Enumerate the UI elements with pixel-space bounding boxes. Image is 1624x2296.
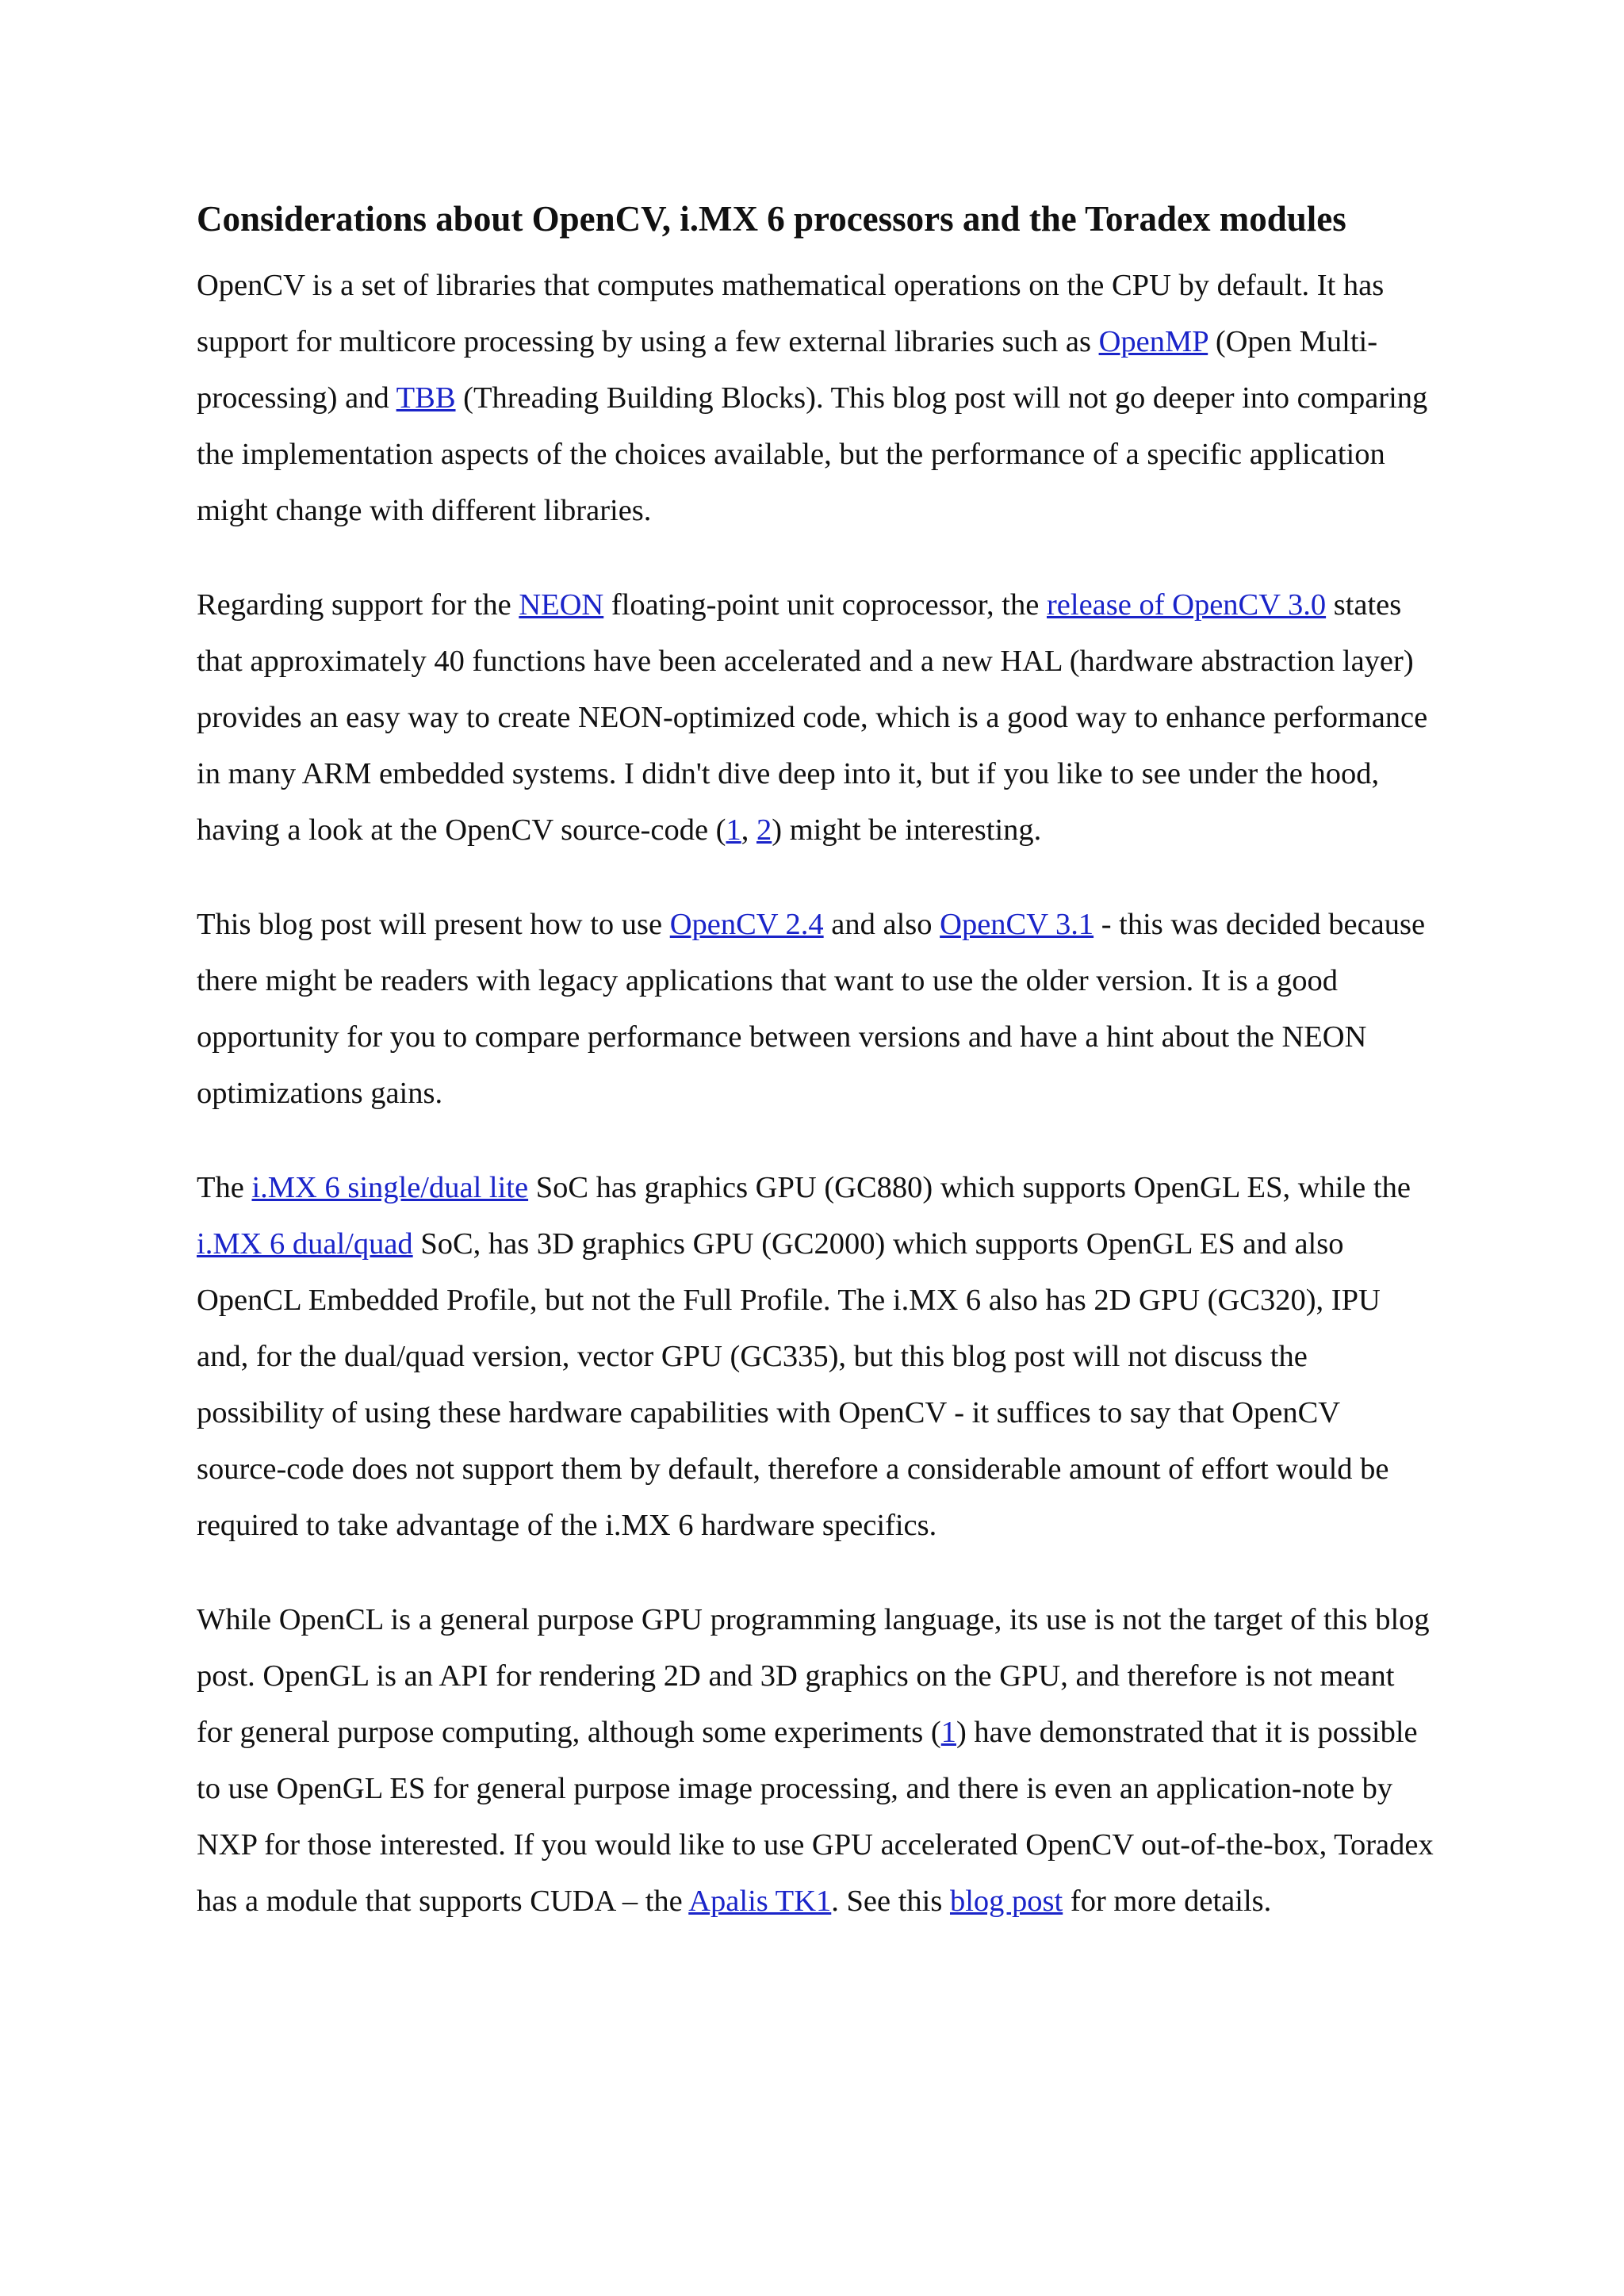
link-opencv-3-1[interactable]: OpenCV 3.1 [940,908,1094,941]
text-span: states that approximately 40 functions have been accelerated and a new HAL (hardware abstraction layer) provides an easy way to create NEON-optimized code, which is a good way to enhance performance in many ARM embedded systems. I didn't dive deep into it, but if you like to see under the hood, having a look at the OpenCV source-code ( [197,588,1428,847]
text-span: (Threading Building Blocks). This blog post will not go deeper into comparing the implementation aspects of the choices available, but the performance of a specific application might change with different libraries. [197,381,1428,527]
link-openmp[interactable]: OpenMP [1098,325,1208,358]
text-span: for more details. [1063,1885,1272,1918]
text-span: Regarding support for the [197,588,519,622]
text-span: floating-point unit coprocessor, the [603,588,1047,622]
text-span: ) might be interesting. [772,813,1042,847]
text-span: The [197,1171,252,1204]
paragraph-opencv-intro [197,258,1434,539]
link-neon[interactable]: NEON [519,588,604,622]
text-span: , [741,813,756,847]
text-span: and also [823,908,940,941]
paragraph-neon [197,577,1434,859]
text-span: While OpenCL is a general purpose GPU programming language, its use is not the target of this blog post. OpenGL is an API for rendering 2D and 3D graphics on the GPU, and therefore is not meant for general purpose computing, although some experiments ( [197,1603,1430,1749]
text-span: SoC has graphics GPU (GC880) which supports OpenGL ES, while the [528,1171,1411,1204]
link-opencv-2-4[interactable]: OpenCV 2.4 [669,908,824,941]
article-title: Considerations about OpenCV, i.MX 6 processors and the Toradex modules [197,199,1346,239]
text-span: (Open Multi-processing) and [197,325,1378,415]
link-blog-post[interactable]: blog post [949,1885,1063,1918]
link-source-2[interactable]: 2 [756,813,772,847]
text-span: This blog post will present how to use [197,908,670,941]
article-content [197,194,1434,1968]
link-apalis-tk1[interactable]: Apalis TK1 [688,1885,832,1918]
text-span: OpenCV is a set of libraries that computes mathematical operations on the CPU by default. It has support for multicore processing by using a few external libraries such as [197,269,1385,358]
paragraph-opencl-opengl [197,1592,1434,1930]
paragraph-imx6-gpu [197,1160,1434,1554]
text-span: SoC, has 3D graphics GPU (GC2000) which supports OpenGL ES and also OpenCL Embedded Profile, but not the Full Profile. The i.MX 6 also has 2D GPU (GC320), IPU and, for the dual/quad version, vector GPU (GC335), but this blog post will not discuss the possibility of using these hardware capabilities with OpenCV - it suffices to say that OpenCV source-code does not support them by default, therefore a considerable amount of effort would be required to take advantage of the i.MX 6 hardware specifics. [197,1227,1389,1542]
link-release-opencv-3[interactable]: release of OpenCV 3.0 [1046,588,1327,622]
paragraph-versions [197,897,1434,1122]
link-source-1[interactable]: 1 [726,813,741,847]
text-span: - this was decided because there might be readers with legacy applications that want to use the older version. It is a good opportunity for you to compare performance between versions and have a hint about the NEON optimizations gains. [197,908,1426,1110]
link-imx6-dual-quad[interactable]: i.MX 6 dual/quad [197,1227,413,1261]
text-span: . See this [831,1885,950,1918]
link-imx6-single-dual-lite[interactable]: i.MX 6 single/dual lite [251,1171,529,1204]
text-span: ) have demonstrated that it is possible to use OpenGL ES for general purpose image processing, and there is even an application-note by NXP for those interested. If you would like to use GPU accelerated OpenCV out-of-the-box, Toradex has a module that supports CUDA – the [197,1716,1434,1918]
link-tbb[interactable]: TBB [396,381,456,415]
link-experiment-1[interactable]: 1 [940,1716,956,1749]
